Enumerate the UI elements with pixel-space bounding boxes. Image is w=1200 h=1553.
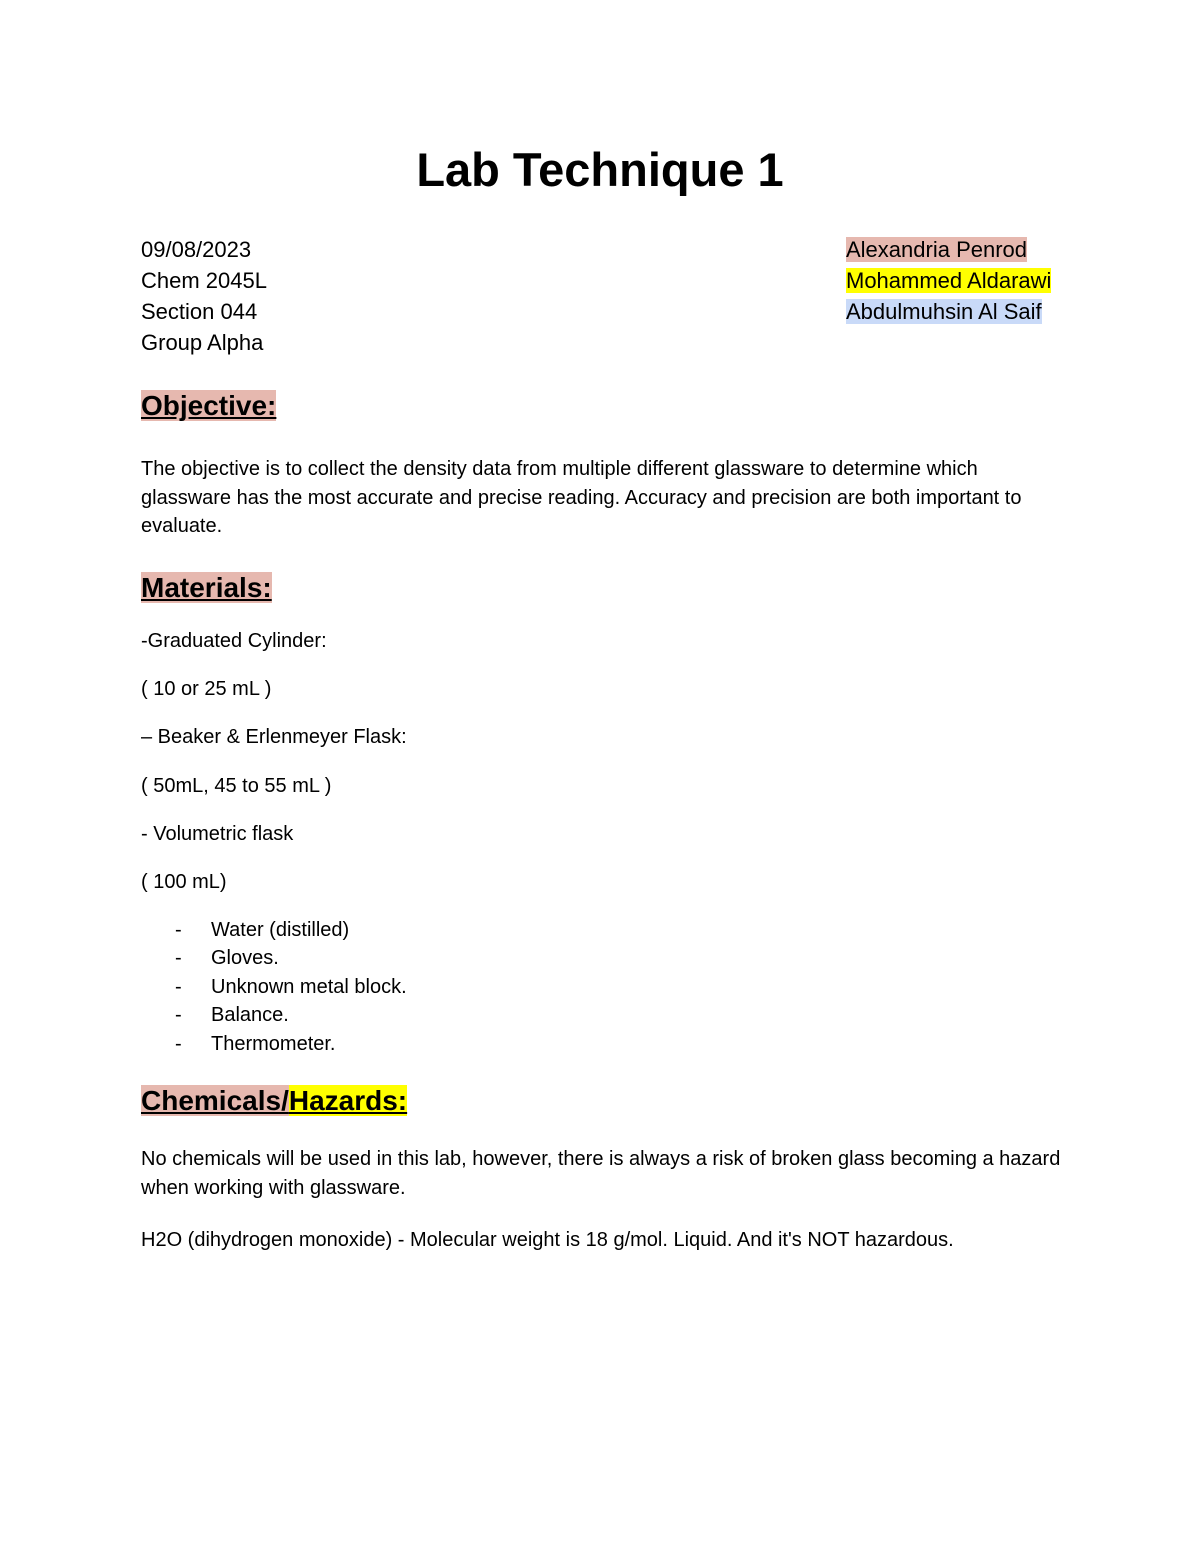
- material-line: - Volumetric flask: [141, 823, 294, 845]
- objective-text: The objective is to collect the density data from multiple different glassware to determine which glassware has the most accurate and precise reading. Accuracy and precision are both important to evaluate.: [141, 458, 1022, 537]
- document-title: Lab Technique 1: [416, 143, 784, 196]
- date: 09/08/2023: [141, 237, 252, 262]
- bullet-dash: -: [175, 1004, 182, 1027]
- material-line: – Beaker & Erlenmeyer Flask:: [141, 726, 407, 748]
- group-name: Group Alpha: [141, 330, 264, 355]
- author-name: Mohammed Aldarawi: [846, 268, 1052, 293]
- bullet-dash: -: [175, 1032, 182, 1055]
- section-number: Section 044: [141, 299, 258, 324]
- list-item: - Unknown metal block.: [141, 973, 407, 1001]
- materials-heading: Materials:: [141, 572, 272, 603]
- material-line: ( 100 mL): [141, 871, 227, 893]
- water-info-text: H2O (dihydrogen monoxide) - Molecular weight is 18 g/mol. Liquid. And it's NOT hazardous.: [141, 1229, 954, 1251]
- bullet-dash: -: [175, 919, 182, 941]
- list-item: - Balance.: [141, 1001, 407, 1029]
- material-line: -Graduated Cylinder:: [141, 630, 327, 652]
- hazards-heading: Chemicals/Hazards:: [141, 1085, 408, 1116]
- list-item: - Thermometer.: [141, 1030, 407, 1058]
- course-info: [141, 234, 267, 358]
- materials-list: [141, 916, 407, 1058]
- objective-heading: Objective:: [141, 390, 277, 421]
- hazards-text: No chemicals will be used in this lab, however, there is always a risk of broken glass becoming a hazard when working with glassware.: [141, 1148, 1061, 1199]
- list-item: - Water (distilled): [141, 916, 407, 944]
- course-code: Chem 2045L: [141, 268, 267, 293]
- author-name: Alexandria Penrod: [846, 237, 1028, 262]
- bullet-dash: -: [175, 947, 182, 970]
- author-list: [846, 234, 1051, 327]
- author-name: Abdulmuhsin Al Saif: [846, 299, 1042, 324]
- list-item: - Gloves.: [141, 944, 407, 972]
- material-line: ( 10 or 25 mL ): [141, 678, 272, 700]
- bullet-dash: -: [175, 975, 182, 998]
- material-line: ( 50mL, 45 to 55 mL ): [141, 775, 332, 797]
